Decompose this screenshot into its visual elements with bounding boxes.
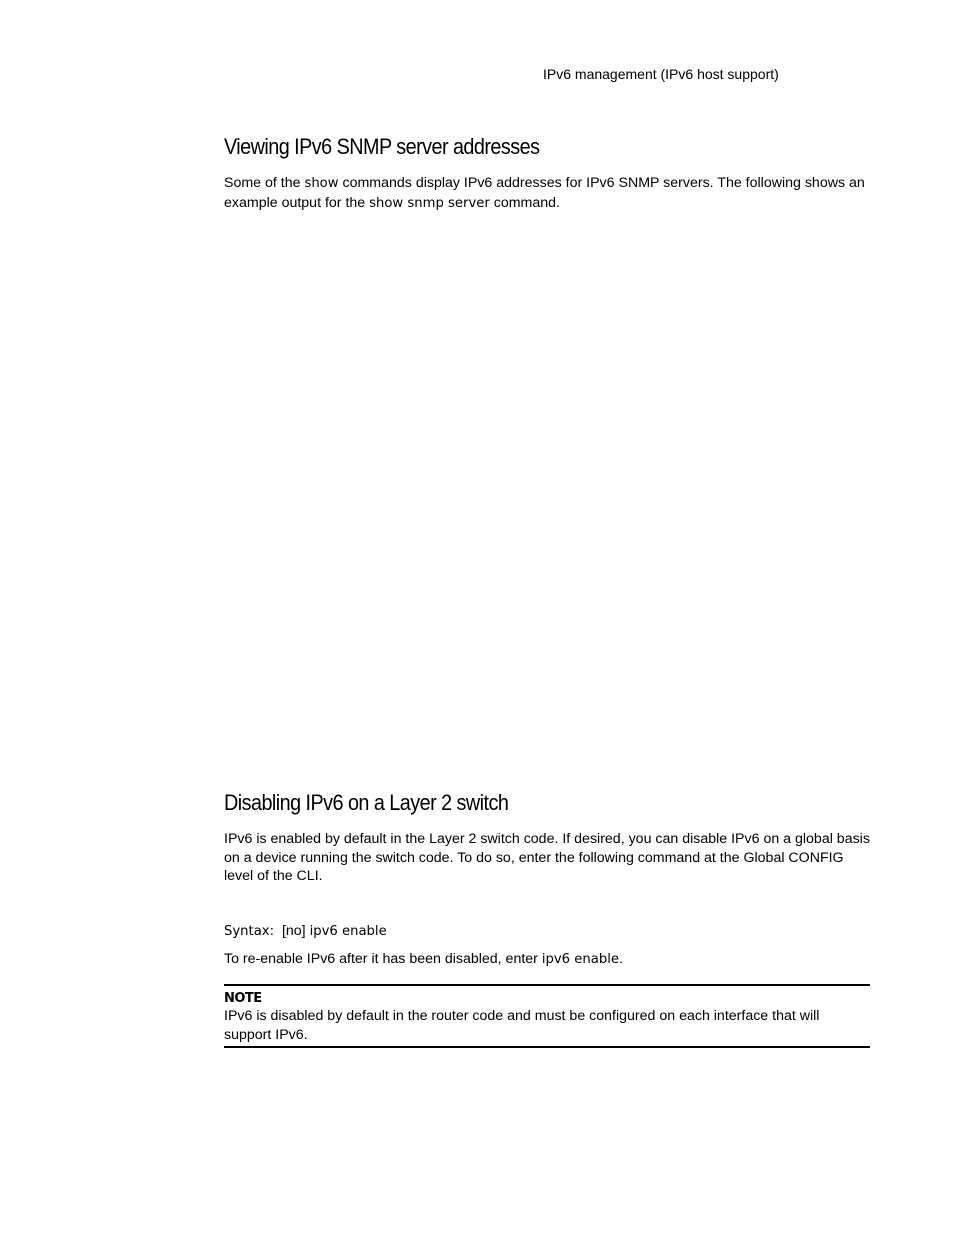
section-title-disabling-ipv6: Disabling IPv6 on a Layer 2 switch — [224, 790, 509, 815]
syntax-line — [224, 922, 387, 941]
running-header: IPv6 management (IPv6 host support) — [543, 66, 779, 82]
paragraph-reenable — [224, 950, 870, 970]
command-ipv6-enable: ipv6 enable — [541, 952, 619, 967]
syntax-option: [no] — [281, 923, 306, 939]
text: Some of the — [224, 175, 305, 191]
text: commands display IPv6 addresses for IPv6 SNMP servers. The following shows an example output for the — [224, 175, 865, 211]
command-show-snmp-server: show snmp server — [369, 195, 490, 211]
syntax-command: ipv6 enable — [309, 924, 387, 939]
paragraph-disable-intro: IPv6 is enabled by default in the Layer 2 switch code. If desired, you can disable IPv6 on a global basis on a device running the switch code. To do so, enter the following command at the Global CONFIG level of the CLI. — [224, 831, 870, 884]
text: command. — [489, 194, 560, 211]
command-show: show — [304, 176, 339, 191]
paragraph-snmp-intro — [224, 174, 870, 213]
syntax-label: Syntax: — [224, 924, 275, 939]
text: . — [618, 951, 623, 967]
note-text: IPv6 is disabled by default in the router code and must be configured on each interface that will support IPv6. — [224, 1008, 820, 1043]
note-label: NOTE — [224, 991, 262, 1006]
text: To re-enable IPv6 after it has been disabled, enter — [224, 951, 542, 967]
note-box — [224, 984, 870, 1048]
section-title-viewing-snmp: Viewing IPv6 SNMP server addresses — [224, 134, 540, 159]
